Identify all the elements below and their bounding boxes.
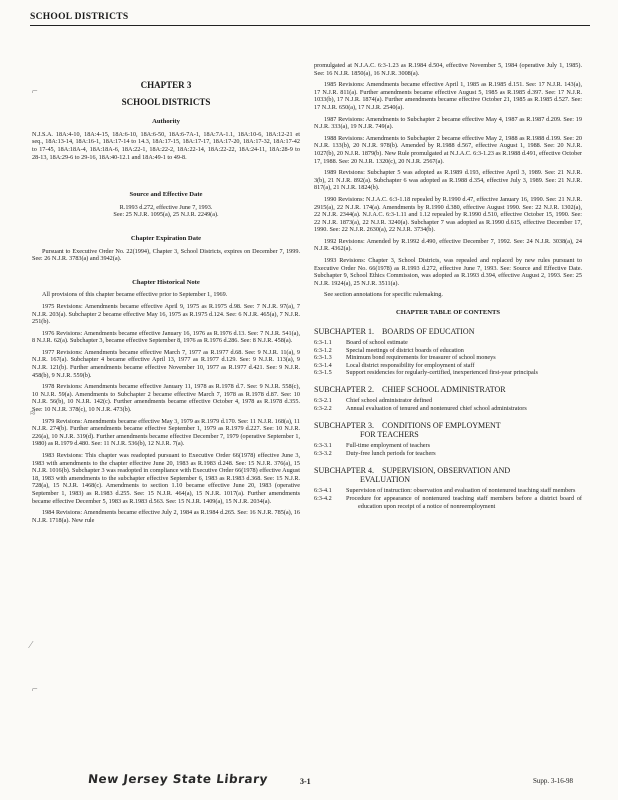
history-paragraph: 1977 Revisions: Amendments became effective March 7, 1977 as R.1977 d.68. See: 9 N.J.R. 11(a), 9 N.J.R. 167(a). Subchapter 4 became effective April 13, 1977 as R.1977 d.129. See: 9 N.J.R. 113(a), 9 N.J.R. 121(b). Further amendments became effective November 10, 1977 as R.1977 d.421. See: 9 N.J.R. 458(b), 9 N.J.R. 559(b). <box>32 348 300 379</box>
library-stamp: New Jersey State Library <box>87 772 269 786</box>
toc-entry[interactable]: 6:3-1.4 Local district responsibility for employment of staff <box>314 361 475 369</box>
history-paragraph: 1993 Revisions: Chapter 3, School Districts, was repealed and replaced by new rules pursuant to Executive Order No. 66(1978) as R.1993 d.272, effective June 7, 1993. See: Source and Effective Date. Subchapter 9, School Ethics Commission, was adopted as R.1993 d.394, effective August 2, 1993. See: 25 N.J.R. 1924(a), 25 N.J.R. 3511(a). <box>314 257 582 287</box>
history-paragraph: 1984 Revisions: Amendments became effective July 2, 1984 as R.1984 d.265. See: 16 N.J.R. 785(a), 16 N.J.R. 1718(a). New rule <box>32 509 300 524</box>
subchapter-heading: SUBCHAPTER 3. CONDITIONS OF EMPLOYMENT FOR TEACHERS <box>314 420 501 439</box>
subchapter-heading: SUBCHAPTER 1. BOARDS OF EDUCATION <box>314 326 475 336</box>
subchapter-heading: SUBCHAPTER 4. SUPERVISION, OBSERVATION AND EVALUATION <box>314 465 511 484</box>
history-heading: Chapter Historical Note <box>132 278 200 286</box>
history-paragraph: 1992 Revisions: Amended by R.1992 d.490, effective December 7, 1992. See: 24 N.J.R. 3038(a), 24 N.J.R. 4362(a). <box>314 237 582 253</box>
source-heading: Source and Effective Date <box>129 191 203 199</box>
source-line: R.1993 d.272, effective June 7, 1993. <box>119 203 213 211</box>
supplement-date: Supp. 3-16-98 <box>533 777 574 785</box>
history-paragraph: 1975 Revisions: Amendments became effective April 9, 1975 as R.1975 d.98. See: 7 N.J.R. 97(a), 7 N.J.R. 203(a). Subchapter 2 became effective May 16, 1975 as R.1975 d.124. See: 6 N.J.R. 465(a), 7 N.J.R. 251(b). <box>32 302 300 326</box>
authority-text: N.J.S.A. 18A:4-10, 18A:4-15, 18A:6-10, 18A:6-50, 18A:6-7A-1, 18A:7A-1.1, 18A:10-6, 18A:12-21 et seq., 18A:13-14, 18A:16-1, 18A:17-14 to 14.3, 18A:17-15, 18A:17-17, 18A:17-20, 18A:17-32, 18A:17-42 to 17-45, 18A:18A-4, 18A:18A-6, 18A:22-1, 18A:22-2, 18A:22-14, 18A:22-22, 18A:24-11, 18A:28-9 to 28-13, 18A:29-6 to 29-16, 18A:40-12.1 and 18A:49-1 to 49-8. <box>32 130 300 161</box>
subchapter <box>314 421 582 458</box>
subchapter <box>314 385 582 413</box>
margin-mark: ≈ <box>30 408 36 419</box>
authority-heading: Authority <box>152 118 180 126</box>
history-paragraph: 1987 Revisions: Amendments to Subchapter 2 became effective May 4, 1987 as R.1987 d.209. See: 19 N.J.R. 333(a), 19 N.J.R. 749(a). <box>314 115 582 131</box>
margin-mark: ⁄ <box>30 640 32 651</box>
cross-reference: See section annotations for specific rulemaking. <box>324 291 443 299</box>
history-paragraph: 1978 Revisions: Amendments became effective January 11, 1978 as R.1978 d.7. See: 9 N.J.R. 558(c), 10 N.J.R. 59(a). Amendments to Subchapter 2 became effective March 7, 1978 as R.1978 d.87. See: 10 N.J.R. 56(b), 10 N.J.R. 142(c). Further amendments became effective October 4, 1978 as R.1978 d.355. See: 10 N.J.R. 378(c), 10 N.J.R. 473(b). <box>32 383 300 414</box>
toc-entry[interactable]: 6:3-1.5 Support residencies for regularly-certified, inexperienced first-year principals <box>314 369 538 377</box>
toc-title: CHAPTER TABLE OF CONTENTS <box>395 309 501 317</box>
history-paragraph: 1979 Revisions: Amendments became effective May 3, 1979 as R.1979 d.170. See: 11 N.J.R. 168(a), 11 N.J.R. 274(b). Further amendments became effective September 1, 1979 as R.1979 d.227. See: 10 N.J.R. 226(a), 10 N.J.R. 319(d). Further amendments became effective December 7, 1979 (operative September 1, 1980) as R.1979 d.480. See: 11 N.J.R. 536(b), 12 N.J.R. 7(a). <box>32 417 300 448</box>
expiration-text: Pursuant to Executive Order No. 22(1994), Chapter 3, School Districts, expires on December 7, 1999. See: 26 N.J.R. 3783(a) and 3942(a). <box>32 247 300 263</box>
expiration-heading: Chapter Expiration Date <box>130 234 202 242</box>
history-paragraph: 1988 Revisions: Amendments to Subchapter 2 became effective May 2, 1988 as R.1988 d.199. See: 20 N.J.R. 133(b), 20 N.J.R. 978(b). Amended by R.1988 d.567, effective August 1, 1988. See: 20 N.J.R. 1027(b), 20 N.J.R. 1879(b). New Rule promulgated at N.J.A.C. 6:3-1.23 as R.1988 d.491, effective October 17, 1988. See: 20 N.J.R. 1320(c), 20 N.J.R. 2567(a). <box>314 134 582 165</box>
toc-entry[interactable]: 6:3-1.2 Special meetings of district boards of education <box>314 346 464 354</box>
subchapter <box>314 327 582 377</box>
toc-entry[interactable]: 6:3-2.2 Annual evaluation of tenured and nontenured chief school administrators <box>314 405 527 412</box>
chapter-number: CHAPTER 3 <box>140 80 192 90</box>
history-paragraph: 1983 Revisions: This chapter was readopted pursuant to Executive Order 66(1978) effective June 3, 1983 with amendments to the chapter effective June 20, 1983 as R.1983 d.248. See: 15 N.J.R. 376(a), 15 N.J.R. 1016(b). Subchapter 3 was readopted in compliance with Executive Order 66(1978) effective August 18, 1983 with amendments to the subchapter effective September 6, 1983 as R.1983 d.368. See: 15 N.J.R. 728(a), 15 N.J.R. 1468(c). Amendments to section 1.10 became effective June 20, 1983 (operative September 1, 1983) as R.1983 d.255. See: 15 N.J.R. 464(a), 15 N.J.R. 1017(a). Further amendments became effective December 5, 1983 as R.1983 d.563. See: 15 N.J.R. 1409(a), 15 N.J.R. 2034(a). <box>32 452 300 505</box>
page-number: 3-1 <box>300 777 311 786</box>
subchapter <box>314 466 582 511</box>
toc-entry[interactable]: 6:3-1.1 Board of school estimate <box>314 339 408 347</box>
toc-entry[interactable]: 6:3-4.1 Supervision of instruction: observation and evaluation of nontenured teaching staff members <box>314 487 576 495</box>
history-paragraph: promulgated at N.J.A.C. 6:3-1.23 as R.1984 d.504, effective November 5, 1984 (operative July 1, 1985). See: 16 N.J.R. 1850(a), 16 N.J.R. 3008(a). <box>314 62 582 77</box>
history-paragraph: 1985 Revisions: Amendments became effective April 1, 1985 as R.1985 d.151. See: 17 N.J.R. 143(a), 17 N.J.R. 811(a). Further amendments became effective August 5, 1985 as R.1985 d.397. See: 17 N.J.R. 1033(b), 17 N.J.R. 1874(a). Further amendments became effective October 21, 1985 as R.1985 d.527. See: 17 N.J.R. 650(a), 17 N.J.R. 2540(a). <box>314 81 582 111</box>
margin-mark: ⌐ <box>32 86 38 97</box>
history-paragraph: All provisions of this chapter became effective prior to September 1, 1969. <box>42 291 228 299</box>
toc-entry[interactable]: 6:3-3.2 Duty-free lunch periods for teachers <box>314 450 436 457</box>
left-column <box>32 70 300 528</box>
history-paragraph: 1989 Revisions: Subchapter 5 was adopted as R.1989 d.193, effective April 3, 1989. See: 21 N.J.R. 3(b), 21 N.J.R. 892(a). Subchapter 6 was adopted as R.1988 d.354, effective July 3, 1989. See: 21 N.J.R. 817(a), 21 N.J.R. 1824(b). <box>314 169 582 192</box>
chapter-title: SCHOOL DISTRICTS <box>121 96 211 107</box>
margin-mark: ⌐ <box>32 684 38 695</box>
history-paragraph: 1976 Revisions: Amendments became effective January 16, 1976 as R.1976 d.13. See: 7 N.J.R. 541(a), 8 N.J.R. 62(a). Subchapter 3, became effective September 8, 1976 as R.1976 d.286. See: 8 N.J.R. 458(a). <box>32 329 300 345</box>
source-line: See: 25 N.J.R. 1095(a), 25 N.J.R. 2249(a). <box>113 211 219 219</box>
right-column <box>314 62 582 510</box>
toc-entry[interactable]: 6:3-2.1 Chief school administrator defined <box>314 397 433 405</box>
history-paragraph: 1990 Revisions: N.J.A.C. 6:3-1.18 repealed by R.1990 d.47, effective January 16, 1990. See: 21 N.J.R. 2915(a), 22 N.J.R. 174(a). Amendments by R.1990 d.380, effective August 1990. See: 22 N.J.R. 1302(a), 22 N.J.R. 2344(a). N.J.A.C. 6:3-1.11 and 1.12 repealed by R.1990 d.510, effective October 15, 1990. See: 22 N.J.R. 1873(a), 22 N.J.R. 3240(a). Subchapter 7 was adopted as R.1990 d.615, effective December 17, 1990. See: 22 N.J.R. 2630(a), 22 N.J.R. 3734(b). <box>314 195 582 234</box>
subchapter-heading: SUBCHAPTER 2. CHIEF SCHOOL ADMINISTRATOR <box>314 385 506 394</box>
toc-entry[interactable]: 6:3-4.2 Procedure for appearance of nontenured teaching staff members before a district board of education upon receipt of a notice of nonreemployment <box>314 495 582 510</box>
toc-entry[interactable]: 6:3-1.3 Minimum bond requirements for treasurer of school moneys <box>314 354 496 362</box>
running-header: SCHOOL DISTRICTS <box>30 12 590 26</box>
toc-entry[interactable]: 6:3-3.1 Full-time employment of teachers <box>314 442 431 450</box>
